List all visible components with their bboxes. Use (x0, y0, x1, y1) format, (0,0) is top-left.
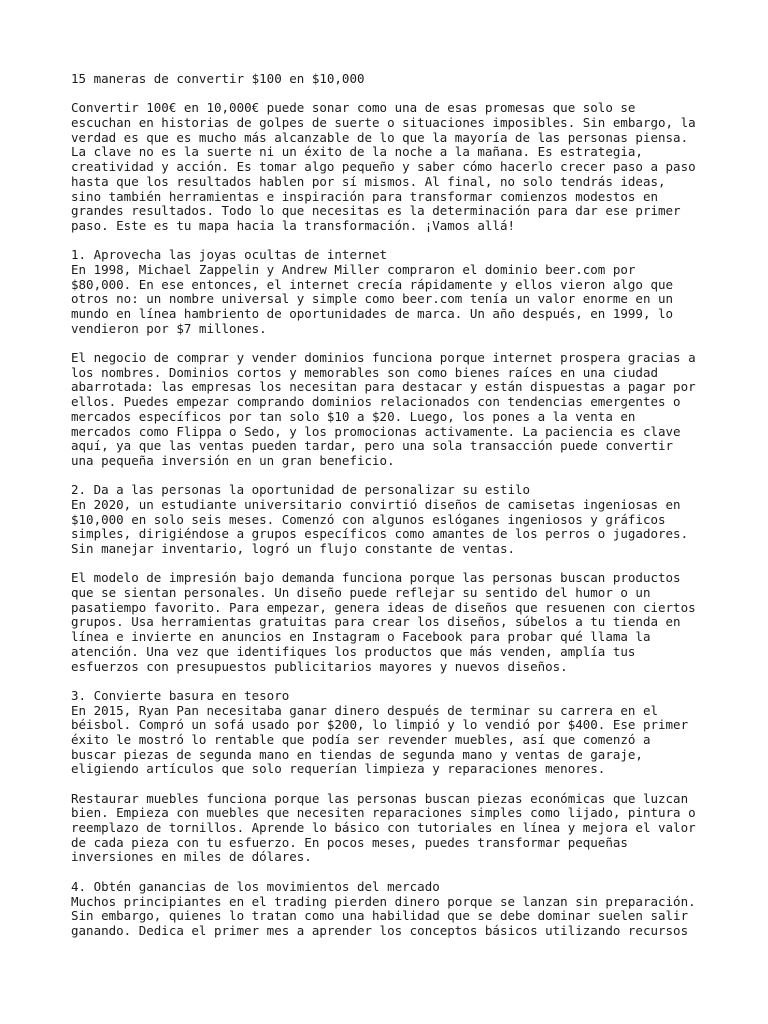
text-line: mercados como Flippa o Sedo, y los promocionas activamente. La paciencia es clave (71, 423, 681, 439)
text-line: escuchan en historias de golpes de suerte o situaciones imposibles. Sin embargo, la (71, 115, 696, 131)
text-line: Muchos principiantes en el trading pierden dinero porque se lanzan sin preparación. (71, 893, 696, 909)
text-line: simples, dirigiéndose a grupos específicos como amantes de los perros o jugadores. (71, 526, 689, 542)
document-title: 15 maneras de convertir $100 en $10,000 (71, 71, 365, 86)
text-line: Sin manejar inventario, logró un flujo constante de ventas. (71, 541, 516, 556)
text-line: Sin embargo, quienes lo tratan como una habilidad que se debe dominar suelen salir (71, 908, 689, 924)
text-line: grupos. Usa herramientas gratuitas para crear los diseños, súbelos a tu tienda en (71, 614, 681, 630)
text-line: hasta que los resultados hablen por sí mismos. Al final, no solo tendrás ideas, (71, 173, 666, 189)
text-line: paso. Este es tu mapa hacia la transformación. ¡Vamos allá! (71, 217, 516, 233)
text-line: verdad es que es mucho más alcanzable de lo que la mayoría de las personas piensa. (71, 129, 689, 145)
text-line: mercados específicos por tan solo $10 a $20. Luego, los pones a la venta en (71, 408, 636, 424)
spacer (71, 336, 711, 351)
text-line: En 1998, Michael Zappelin y Andrew Miller compraron el dominio beer.com por (71, 261, 636, 277)
text-line: bien. Empieza con muebles que necesiten reparaciones simples como lijado, pintura o (71, 805, 696, 821)
text-line: una pequeña inversión en un gran beneficio. (71, 452, 395, 468)
text-line: El modelo de impresión bajo demanda funciona porque las personas buscan productos (71, 570, 681, 586)
text-line: los nombres. Dominios cortos y memorables son como bienes raíces en una ciudad (71, 364, 658, 380)
text-line: línea e invierte en anuncios en Instagram o Facebook para probar qué llama la (71, 629, 651, 645)
document-page (71, 72, 711, 939)
text-line: reemplazo de tornillos. Aprende lo básico con tutoriales en línea y mejora el valor (71, 820, 696, 836)
text-line: abarrotada: las empresas los necesitan para destacar y están dispuestas a pagar por (71, 379, 696, 395)
section-heading: 2. Da a las personas la oportunidad de personalizar su estilo (71, 482, 531, 498)
text-line: La clave no es la suerte ni un éxito de la noche a la mañana. Es estrategia, (71, 144, 643, 160)
spacer (71, 777, 711, 792)
text-line: que se sientan personales. Un diseño puede reflejar su sentido del humor o un (71, 585, 651, 601)
text-line: pasatiempo favorito. Para empezar, genera ideas de diseños que resuenen con ciertos (71, 599, 696, 615)
spacer (71, 865, 711, 880)
text-line: En 2020, un estudiante universitario convirtió diseños de camisetas ingeniosas en (71, 496, 681, 512)
spacer (71, 557, 711, 572)
text-line: En 2015, Ryan Pan necesitaba ganar dinero después de terminar su carrera en el (71, 702, 658, 718)
text-line: otros no: un nombre universal y simple como beer.com tenía un valor enorme en un (71, 291, 674, 307)
text-line: vendieron por $7 millones. (71, 320, 267, 336)
text-line: grandes resultados. Todo lo que necesitas es la determinación para dar ese primer (71, 203, 681, 219)
text-line: ganando. Dedica el primer mes a aprender los conceptos básicos utilizando recursos (71, 922, 689, 938)
text-line: aquí, ya que las ventas pueden tardar, pero una sola transacción puede convertir (71, 438, 674, 454)
text-line: inversiones en miles de dólares. (71, 849, 312, 865)
section-heading: 3. Convierte basura en tesoro (71, 687, 290, 703)
spacer (71, 234, 711, 249)
section-heading: 1. Aprovecha las joyas ocultas de internet (71, 247, 388, 263)
spacer (71, 87, 711, 102)
text-line: béisbol. Compró un sofá usado por $200, lo limpió y lo vendió por $400. Ese primer (71, 717, 689, 733)
section-1 (71, 248, 711, 468)
text-line: Restaurar muebles funciona porque las personas buscan piezas económicas que luzcan (71, 790, 689, 806)
text-line: esfuerzos con presupuestos publicitarios mayores y nuevos diseños. (71, 658, 568, 674)
text-line: El negocio de comprar y vender dominios funciona porque internet prospera gracias a (71, 350, 696, 366)
text-line: eligiendo artículos que solo requerían limpieza y reparaciones menores. (71, 761, 606, 777)
section-3 (71, 689, 711, 865)
text-line: mundo en línea hambriento de oportunidades de marca. Un año después, en 1999, lo (71, 306, 674, 321)
text-line: ellos. Puedes empezar comprando dominios relacionados con tendencias emergentes o (71, 394, 681, 410)
text-line: de cada pieza con tu esfuerzo. En pocos meses, puedes transformar pequeñas (71, 834, 628, 850)
text-line: éxito le mostró lo rentable que podía ser revender muebles, así que comenzó a (71, 731, 651, 747)
section-heading: 4. Obtén ganancias de los movimientos del mercado (71, 878, 440, 894)
text-line: atención. Una vez que identifiques los productos que más venden, amplía tus (71, 643, 636, 659)
section-4 (71, 880, 711, 939)
section-2 (71, 483, 711, 674)
intro-paragraph (71, 101, 711, 233)
text-line: buscar piezas de segunda mano en tiendas de segunda mano y ventas de garaje, (71, 746, 643, 762)
text-line: sino también herramientas e inspiración para transformar comienzos modestos en (71, 188, 658, 204)
text-line: creatividad y acción. Es tomar algo pequeño y saber cómo hacerlo crecer paso a paso (71, 159, 696, 175)
text-line: $10,000 en solo seis meses. Comenzó con algunos eslóganes ingeniosos y gráficos (71, 511, 666, 527)
text-line: $80,000. En ese entonces, el internet crecía rápidamente y ellos vieron algo que (71, 276, 674, 292)
spacer (71, 469, 711, 484)
spacer (71, 674, 711, 689)
text-line: Convertir 100€ en 10,000€ puede sonar como una de esas promesas que solo se (71, 100, 636, 116)
